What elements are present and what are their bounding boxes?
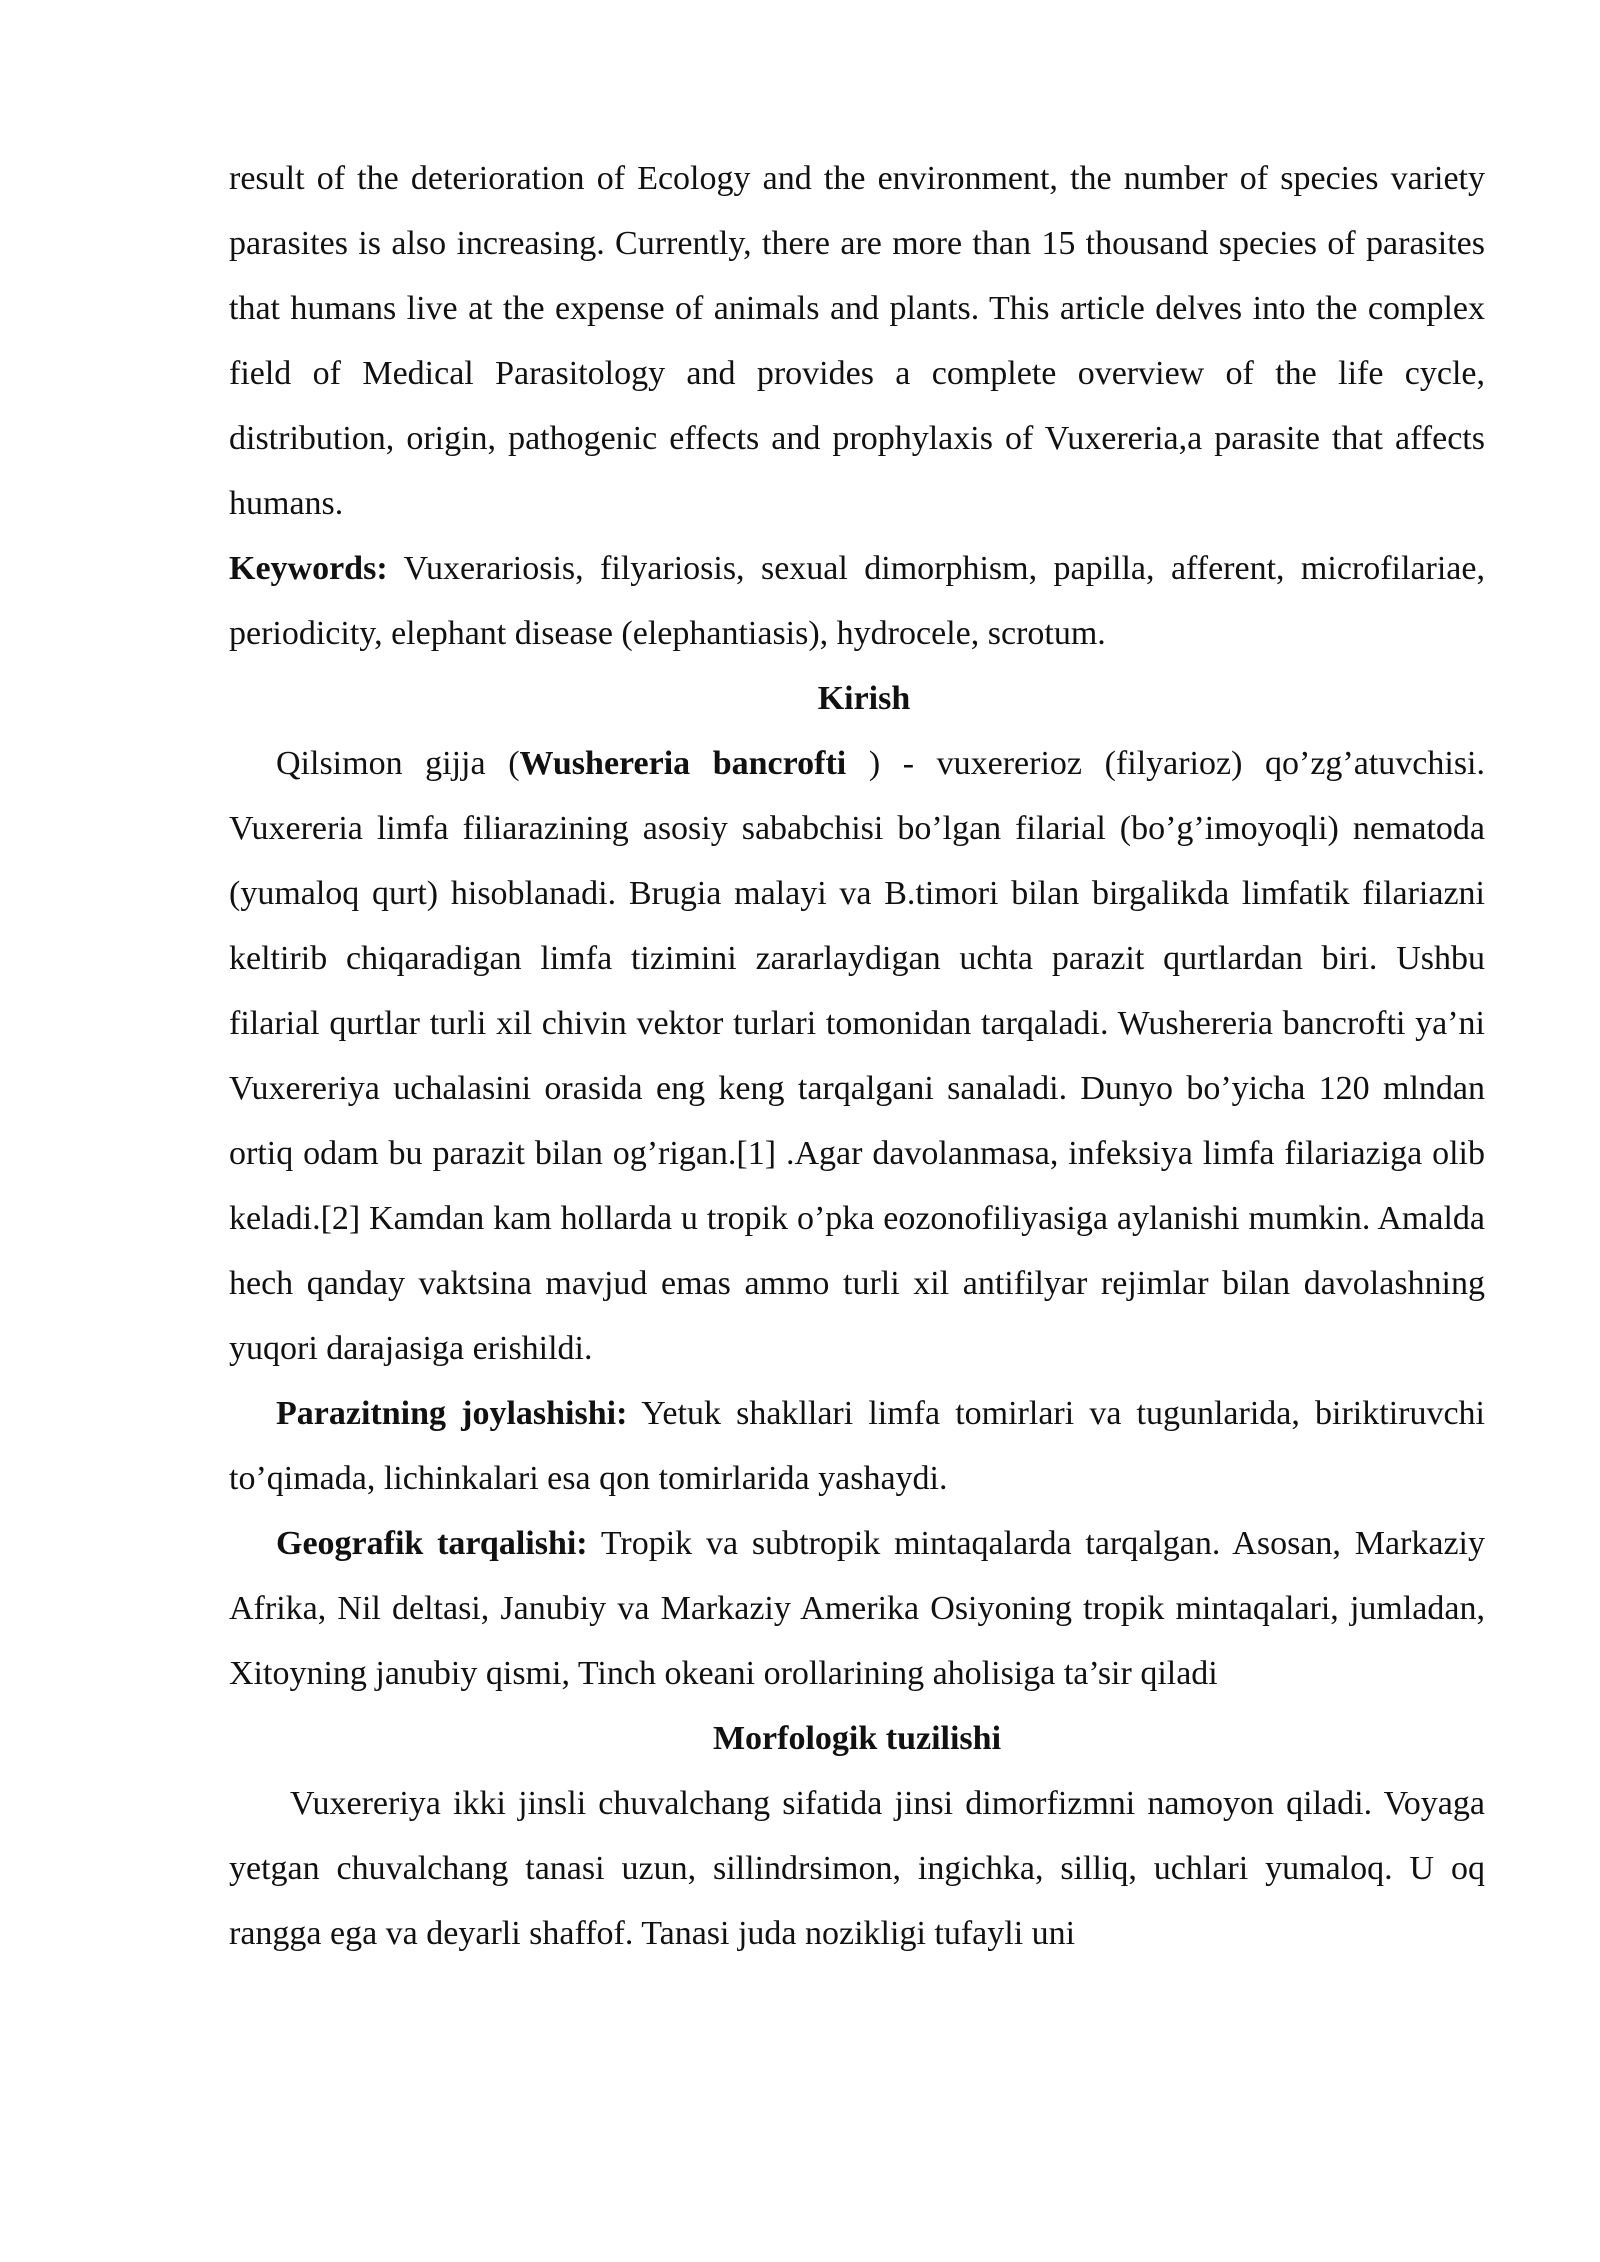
geography-text: Tropik va subtropik mintaqalarda tarqalgan. Asosan, Markaziy Afrika, Nil deltasi, Janubiy va Markaziy Amerika Osiyoning tropik mintaqalari, jumladan, Xitoyning janubiy qismi, Tinch okeani orollarining aholisiga ta’sir qiladi [229, 1525, 1485, 1692]
intro-lead: Qilsimon gijja ( [276, 745, 520, 782]
location-paragraph [229, 1381, 1485, 1511]
keywords-label: Keywords: [229, 550, 388, 587]
document-page [229, 146, 1485, 1966]
species-name: Wushereria bancrofti [519, 745, 847, 782]
intro-text: ) - vuxererioz (filyarioz) qo’zg’atuvchisi. Vuxereria limfa filiarazining asosiy sababchisi bo’lgan filarial (bo’g’imoyoqli) nematoda (yumaloq qurt) hisoblanadi. Brugia malayi va B.timori bilan birgalikda limfatik filariazni keltirib chiqaradigan limfa tizimini zararlaydigan uchta parazit qurtlardan biri. Ushbu filarial qurtlar turli xil chivin vektor turlari tomonidan tarqaladi. Wushereria bancrofti ya’ni Vuxereriya uchalasini orasida eng keng tarqalgani sanaladi. Dunyo bo’yicha 120 mlndan ortiq odam bu parazit bilan og’rigan.[1] .Agar davolanmasa, infeksiya limfa filariaziga olib keladi.[2] Kamdan kam hollarda u tropik o’pka eozonofiliyasiga aylanishi mumkin. Amalda hech qanday vaktsina mavjud emas ammo turli xil antifilyar rejimlar bilan davolashning yuqori darajasiga erishildi. [229, 745, 1485, 1367]
geography-paragraph [229, 1511, 1485, 1706]
geography-label: Geografik tarqalishi: [276, 1525, 588, 1562]
keywords-text: Vuxerariosis, filyariosis, sexual dimorphism, papilla, afferent, microfilariae, periodicity, elephant disease (elephantiasis), hydrocele, scrotum. [229, 550, 1485, 652]
keywords-paragraph [229, 536, 1485, 666]
abstract-paragraph [229, 146, 1485, 536]
section-heading-morphology: Morfologik tuzilishi [712, 1720, 1002, 1757]
morphology-text: Vuxereriya ikki jinsli chuvalchang sifatida jinsi dimorfizmni namoyon qiladi. Voyaga yetgan chuvalchang tanasi uzun, sillindrsimon, ingichka, silliq, uchlari yumaloq. U oq rangga ega va deyarli shaffof. Tanasi juda nozikligi tufayli uni [229, 1785, 1485, 1952]
location-text: Yetuk shakllari limfa tomirlari va tugunlarida, biriktiruvchi to’qimada, lichinkalari esa qon tomirlarida yashaydi. [229, 1395, 1485, 1497]
morphology-paragraph [229, 1771, 1485, 1966]
abstract-text: result of the deterioration of Ecology and the environment, the number of species variety parasites is also increasing. Currently, there are more than 15 thousand species of parasites that humans live at the expense of animals and plants. This article delves into the complex field of Medical Parasitology and provides a complete overview of the life cycle, distribution, origin, pathogenic effects and prophylaxis of Vuxereria,a parasite that affects humans. [229, 160, 1485, 522]
location-label: Parazitning joylashishi: [276, 1395, 628, 1432]
section-heading-intro: Kirish [817, 680, 911, 717]
intro-paragraph [229, 731, 1485, 1381]
